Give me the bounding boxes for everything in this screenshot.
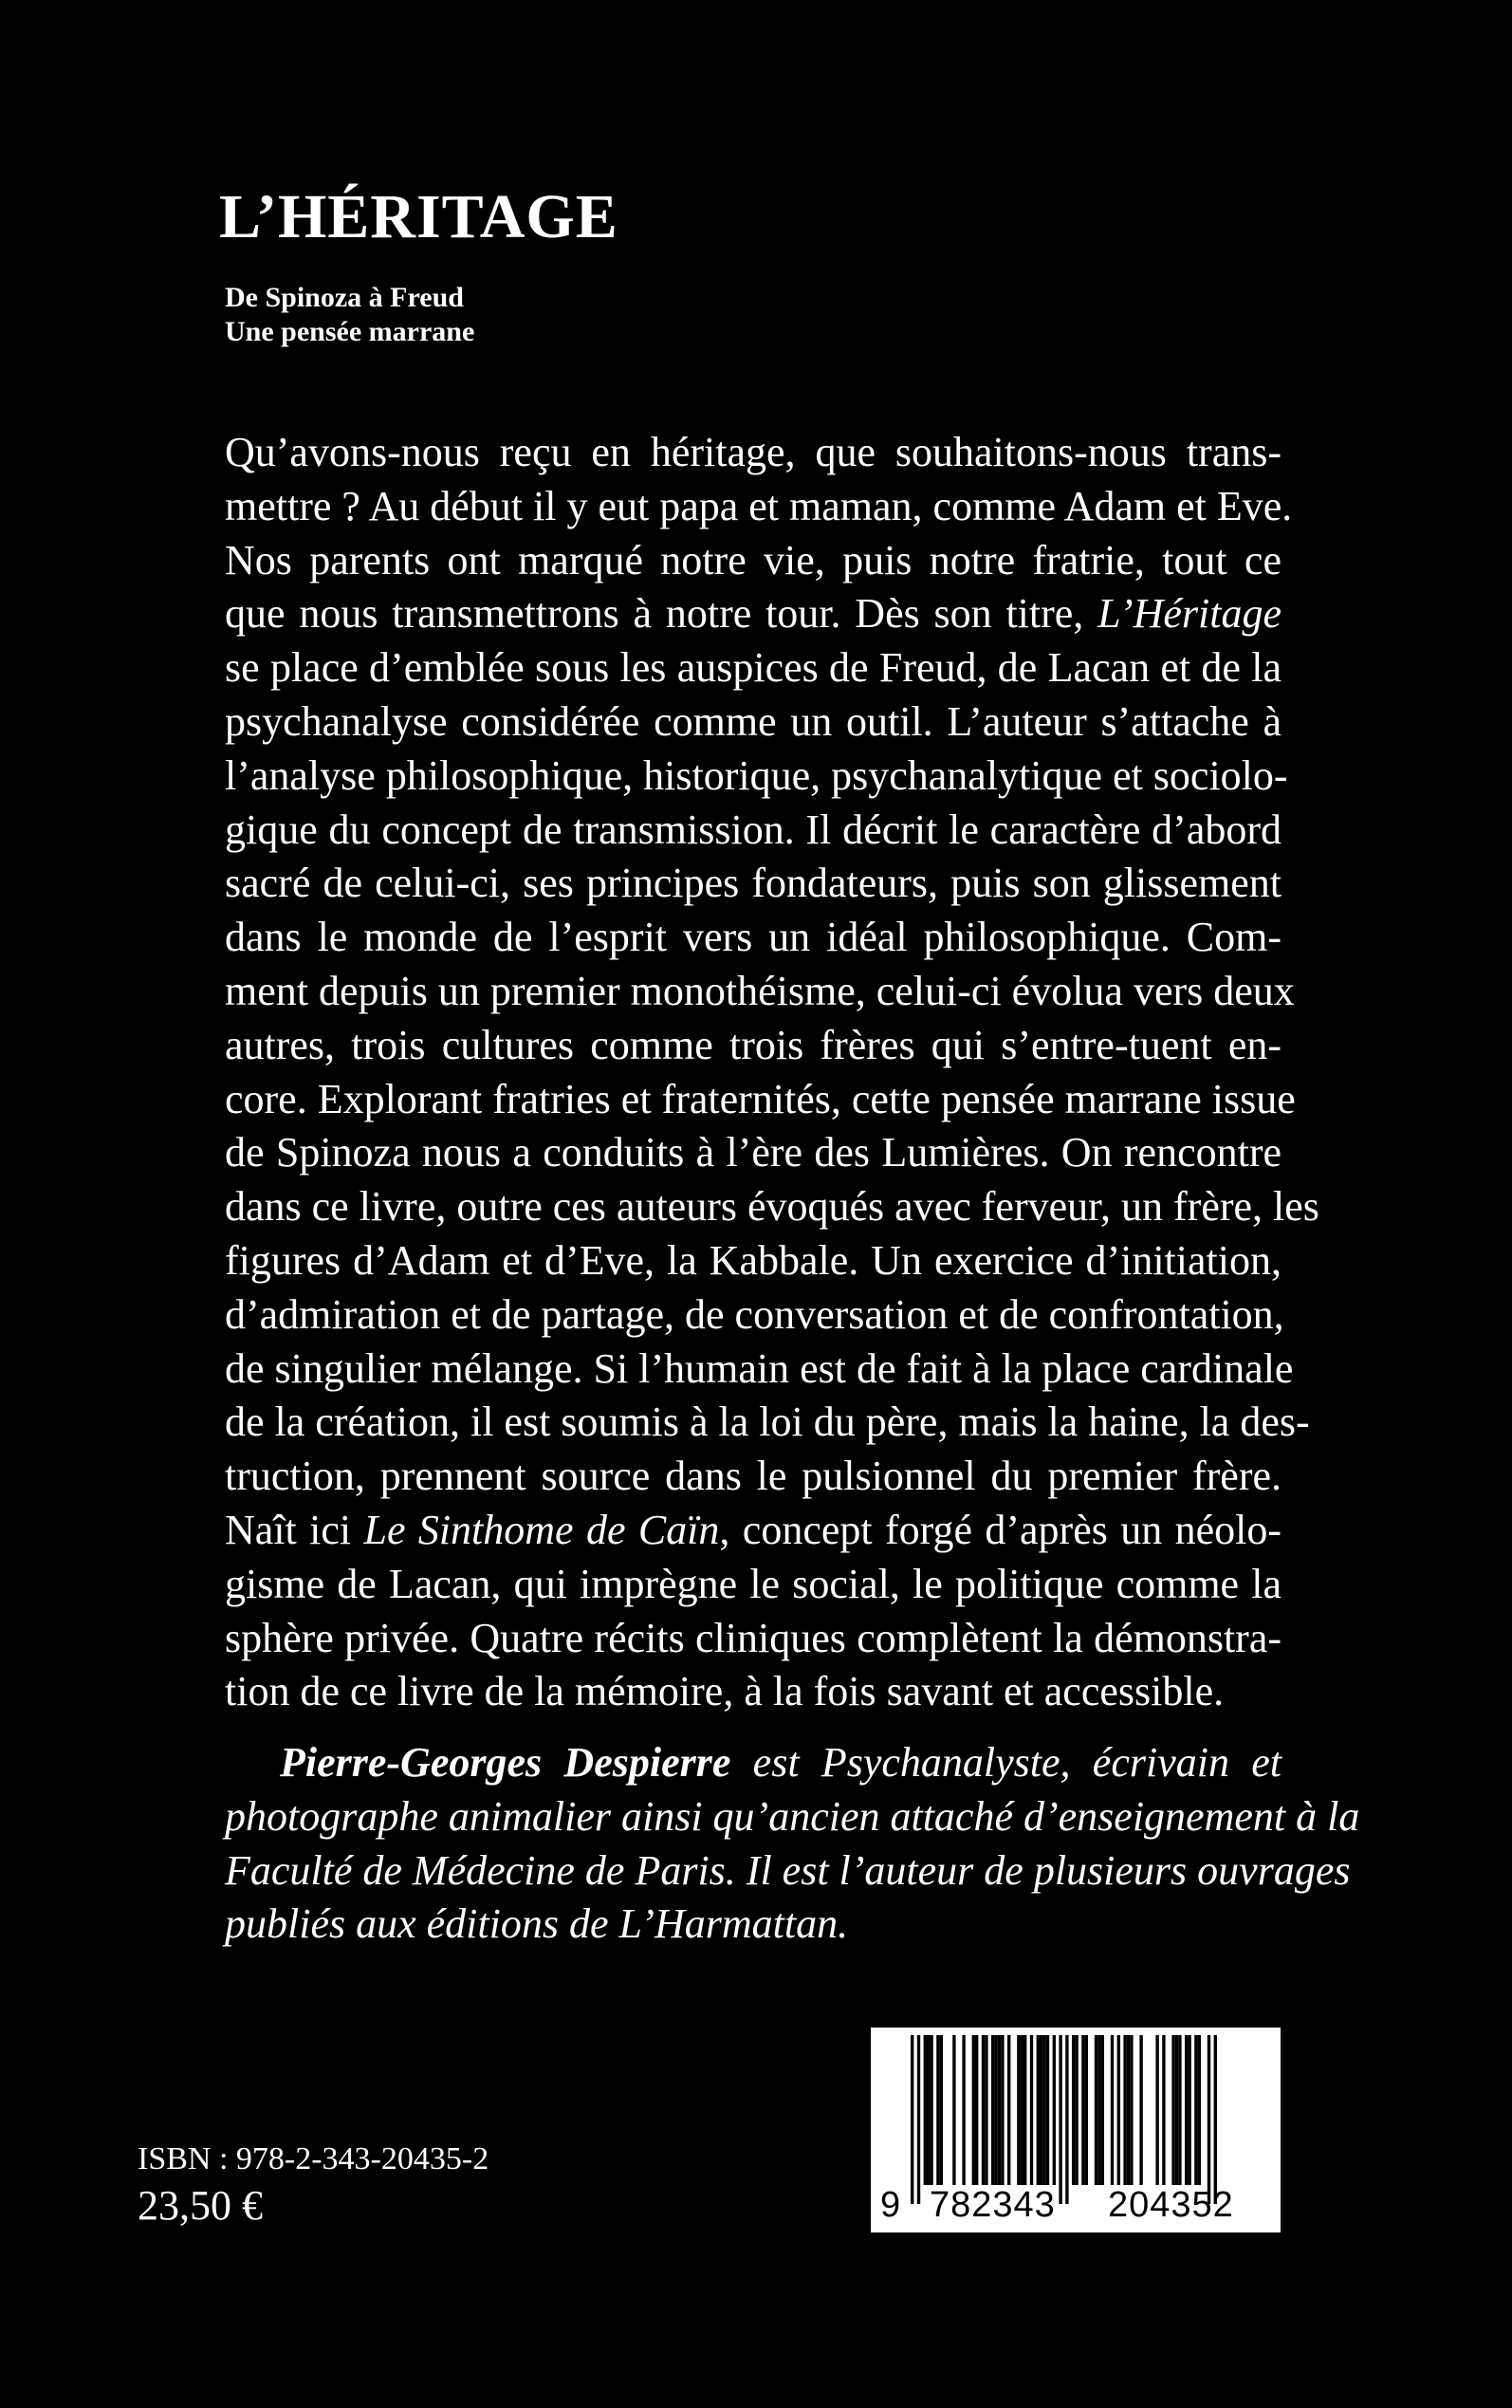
book-title-italic: L’Héritage bbox=[1097, 590, 1282, 638]
barcode-bar bbox=[1123, 2035, 1126, 2185]
barcode-bar bbox=[1171, 2035, 1174, 2185]
barcode-bar bbox=[936, 2035, 939, 2185]
barcode-bar bbox=[975, 2035, 978, 2185]
blurb-line bbox=[225, 1504, 1282, 1558]
author-bio-line: Faculté de Médecine de Paris. Il est l’auteur de plusieurs ouvrages bbox=[225, 1846, 1351, 1894]
blurb-line: de la création, il est soumis à la loi du père, mais la haine, la des- bbox=[225, 1398, 1310, 1446]
blurb-text: que nous transmettrons à notre tour. Dès son titre, bbox=[225, 590, 1098, 638]
blurb-line: Nos parents ont marqué notre vie, puis notre fratrie, tout ce bbox=[225, 536, 1282, 583]
blurb-line: gique du concept de transmission. Il décrit le caractère d’abord bbox=[225, 806, 1282, 853]
price: 23,50 € bbox=[138, 2182, 263, 2229]
barcode-bar bbox=[930, 2035, 932, 2185]
barcode-bar bbox=[1030, 2035, 1033, 2185]
blurb-line: gisme de Lacan, qui imprègne le social, le politique comme la bbox=[225, 1560, 1282, 1607]
book-subtitle bbox=[225, 281, 474, 349]
blurb-line: d’admiration et de partage, de conversation et de confrontation, bbox=[225, 1290, 1284, 1338]
author-bio-line bbox=[225, 1736, 1282, 1790]
blurb-text: Naît ici bbox=[225, 1506, 364, 1553]
blurb-line bbox=[225, 587, 1282, 641]
barcode-bar bbox=[1214, 2035, 1217, 2204]
barcode-bar bbox=[994, 2035, 997, 2185]
barcode-digit-first: 9 bbox=[880, 2185, 902, 2225]
barcode-bar bbox=[1155, 2035, 1158, 2185]
blurb-line: de singulier mélange. Si l’humain est de fait à la place cardinale bbox=[225, 1344, 1294, 1392]
author-bio bbox=[225, 1736, 1360, 1952]
author-bio-line: photographe animalier ainsi qu’ancien attaché d’enseignement à la bbox=[225, 1792, 1360, 1840]
barcode-bar bbox=[1097, 2035, 1100, 2185]
blurb-line: sphère privée. Quatre récits cliniques complètent la démonstra- bbox=[225, 1614, 1282, 1661]
blurb-line: core. Explorant fratries et fraternités, cette pensée marrane issue bbox=[225, 1075, 1296, 1122]
barcode-bar bbox=[982, 2035, 985, 2185]
barcode-bar bbox=[1021, 2035, 1023, 2185]
barcode-bar bbox=[927, 2035, 930, 2185]
barcode-bar bbox=[1059, 2035, 1061, 2204]
blurb-line: sacré de celui-ci, ses principes fondateurs, puis son glissement bbox=[225, 860, 1282, 907]
book-title: L’HÉRITAGE bbox=[219, 182, 618, 251]
barcode-bar bbox=[972, 2035, 975, 2185]
barcode-bar bbox=[1198, 2035, 1201, 2185]
barcode-bar bbox=[917, 2035, 920, 2204]
back-cover-blurb bbox=[225, 426, 1319, 1719]
barcode-bar bbox=[1175, 2035, 1178, 2185]
barcode-bar bbox=[1037, 2035, 1040, 2185]
barcode-bar bbox=[1046, 2035, 1049, 2185]
barcode-bar bbox=[940, 2035, 943, 2185]
barcode-bar bbox=[1001, 2035, 1004, 2185]
barcode-bar bbox=[998, 2035, 1001, 2185]
blurb-line: autres, trois cultures comme trois frères qui s’entre-tuent en- bbox=[225, 1021, 1282, 1068]
blurb-line: dans ce livre, outre ces auteurs évoqués avec ferveur, un frère, les bbox=[225, 1183, 1319, 1231]
barcode-bar bbox=[1101, 2035, 1104, 2185]
barcode-bar bbox=[1194, 2035, 1197, 2185]
blurb-line: se place d’emblée sous les auspices de Freud, de Lacan et de la bbox=[225, 644, 1282, 692]
barcode-bar bbox=[1075, 2035, 1078, 2185]
blurb-text: , concept forgé d’après un néolo- bbox=[719, 1506, 1282, 1553]
barcode-bar bbox=[1053, 2035, 1056, 2185]
barcode-bar bbox=[1085, 2035, 1088, 2185]
blurb-line: de Spinoza nous a conduits à l’ère des Lumières. On rencontre bbox=[225, 1129, 1282, 1176]
barcode-bar bbox=[1185, 2035, 1188, 2185]
isbn-barcode bbox=[871, 2028, 1281, 2232]
barcode-bar bbox=[1040, 2035, 1042, 2185]
barcode-bar bbox=[1178, 2035, 1181, 2185]
barcode-bar bbox=[1017, 2035, 1020, 2185]
subtitle-line-1: De Spinoza à Freud bbox=[225, 282, 464, 313]
barcode-bar bbox=[1095, 2035, 1097, 2185]
subtitle-line-2: Une pensée marrane bbox=[225, 316, 475, 347]
barcode-bar bbox=[1081, 2035, 1084, 2185]
barcode-bar bbox=[1162, 2035, 1165, 2185]
barcode-bar bbox=[1065, 2035, 1068, 2204]
blurb-line: ment depuis un premier monothéisme, celui-ci évolua vers deux bbox=[225, 967, 1295, 1014]
barcode-bar bbox=[1130, 2035, 1133, 2185]
author-bio-line: publiés aux éditions de L’Harmattan. bbox=[225, 1900, 849, 1948]
barcode-digits-left: 782343 bbox=[930, 2185, 1056, 2225]
barcode-digits-right: 204352 bbox=[1108, 2185, 1234, 2225]
blurb-line: dans le monde de l’esprit vers un idéal philosophique. Com- bbox=[225, 914, 1282, 961]
concept-title-italic: Le Sinthome de Caïn bbox=[363, 1506, 720, 1553]
barcode-bar bbox=[962, 2035, 965, 2185]
barcode-bar bbox=[1042, 2035, 1045, 2185]
barcode-bar bbox=[1139, 2035, 1142, 2185]
blurb-line: psychanalyse considérée comme un outil. L’auteur s’attache à bbox=[225, 697, 1282, 745]
barcode-bar bbox=[924, 2035, 927, 2185]
author-name: Pierre-Georges Despierre bbox=[280, 1739, 731, 1786]
barcode-bar bbox=[911, 2035, 913, 2204]
barcode-bar bbox=[1208, 2035, 1210, 2204]
author-bio-text: est Psychanalyste, écrivain et bbox=[730, 1739, 1282, 1786]
blurb-line: Qu’avons-nous reçu en héritage, que souhaitons-nous trans- bbox=[225, 429, 1282, 475]
barcode-digits bbox=[871, 2185, 1281, 2229]
barcode-bar bbox=[1111, 2035, 1114, 2185]
blurb-line: tion de ce livre de la mémoire, à la fois savant et accessible. bbox=[225, 1668, 1225, 1715]
barcode-bar bbox=[991, 2035, 994, 2185]
isbn-number: ISBN : 978-2-343-20435-2 bbox=[138, 2141, 489, 2176]
blurb-line: truction, prennent source dans le pulsionnel du premier frère. bbox=[225, 1453, 1282, 1500]
barcode-bar bbox=[1117, 2035, 1120, 2185]
barcode-bar bbox=[985, 2035, 987, 2185]
barcode-bar bbox=[1023, 2035, 1026, 2185]
barcode-bar bbox=[1127, 2035, 1130, 2185]
blurb-line: mettre ? Au début il y eut papa et maman, comme Adam et Eve. bbox=[225, 482, 1293, 529]
barcode-bar bbox=[952, 2035, 955, 2185]
barcode-bar bbox=[1188, 2035, 1190, 2185]
barcode-bar bbox=[1072, 2035, 1075, 2185]
barcode-bar bbox=[1007, 2035, 1010, 2185]
blurb-line: l’analyse philosophique, historique, psychanalytique et sociolo- bbox=[225, 751, 1288, 799]
blurb-line: figures d’Adam et d’Eve, la Kabbale. Un exercice d’initiation, bbox=[225, 1236, 1282, 1284]
